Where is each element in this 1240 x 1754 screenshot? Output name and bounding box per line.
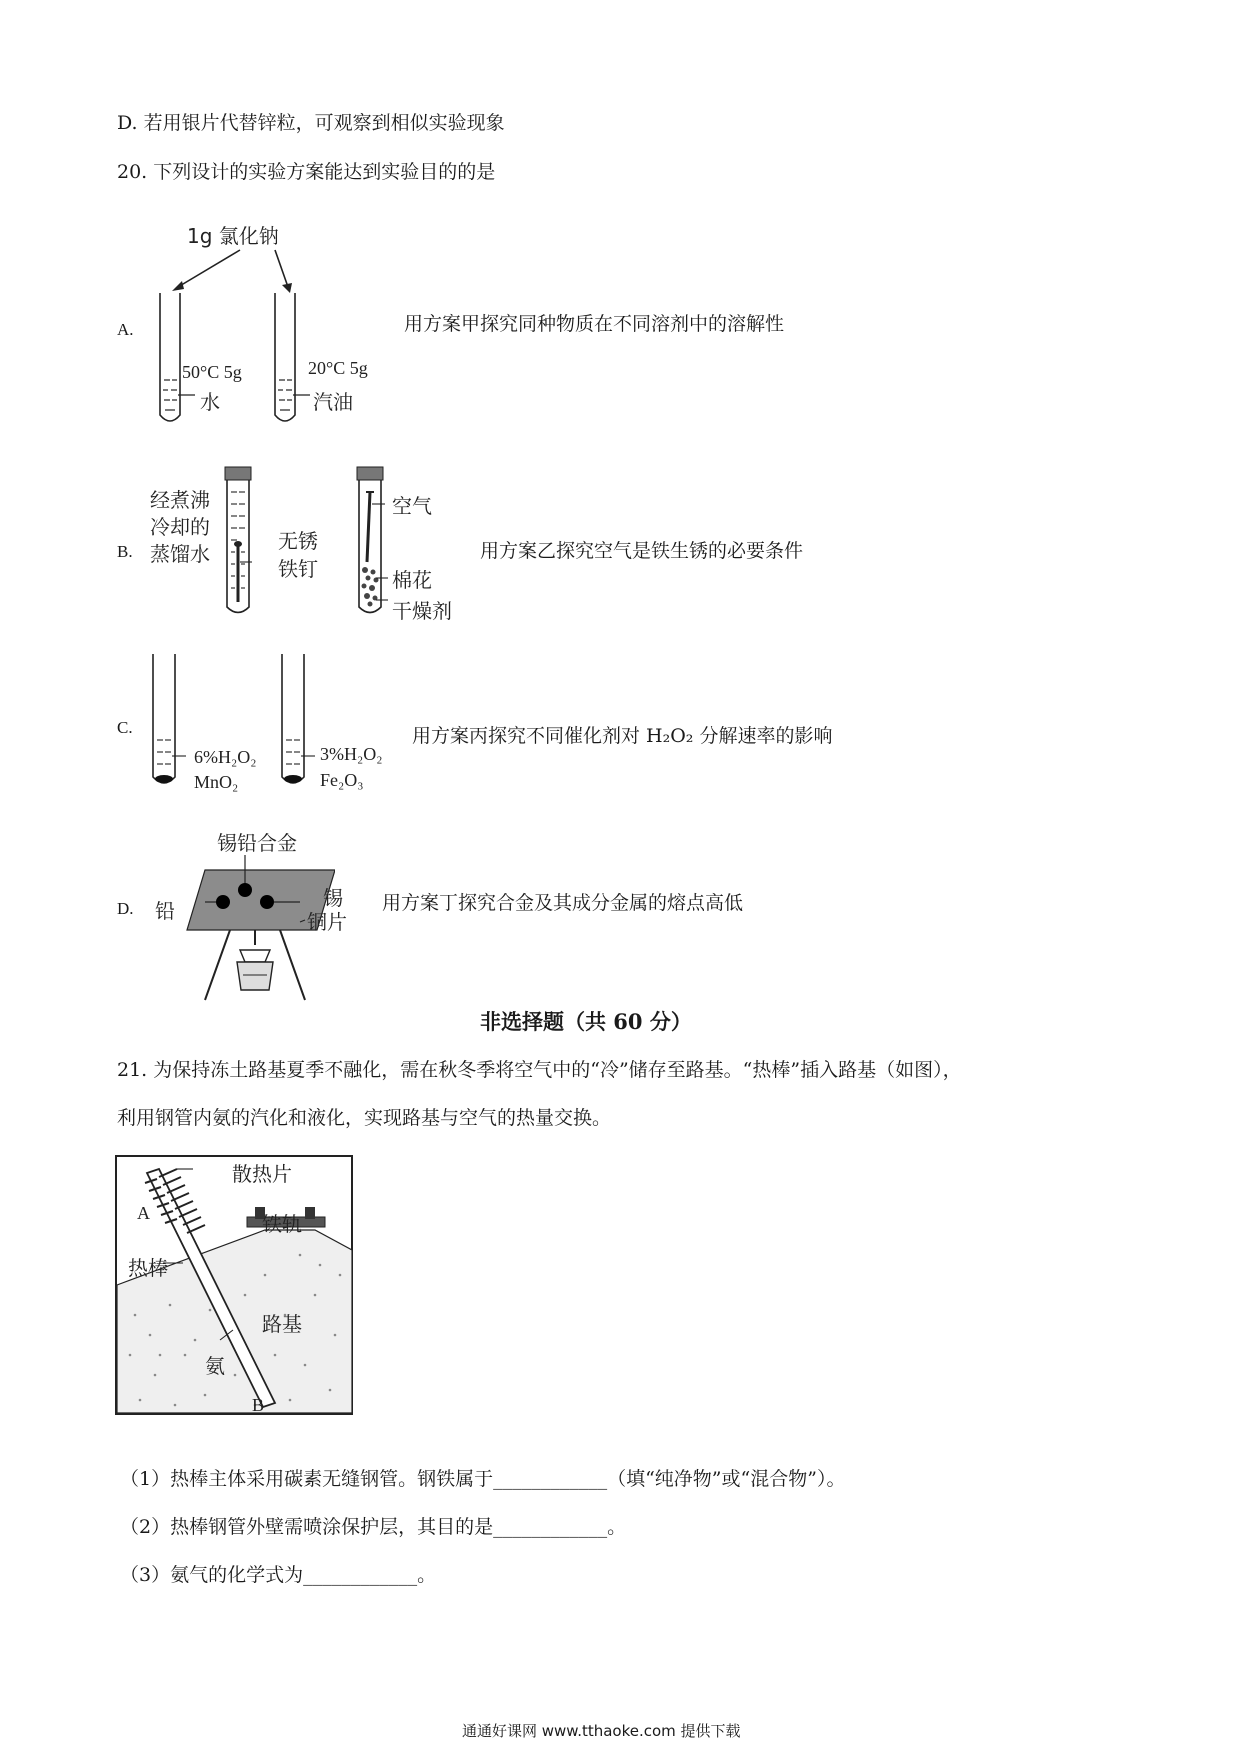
q20-option-a-letter: A. (117, 320, 134, 339)
arrow-left-head (172, 281, 184, 291)
arrow-right-head (282, 283, 292, 293)
q20-option-b-description: 用方案乙探究空气是铁生锈的必要条件 (480, 540, 804, 562)
scheme-c-diagram (148, 652, 318, 792)
q20-option-d-description: 用方案丁探究合金及其成分金属的熔点高低 (382, 892, 744, 914)
arrow-right-line (275, 250, 288, 287)
stopper-left (225, 467, 251, 480)
test-tube-right (275, 293, 295, 421)
fig-label-a: A (137, 1203, 150, 1223)
q20-a-left-cond: 50°C 5g (182, 362, 242, 382)
q20-option-c-letter: C. (117, 718, 133, 737)
prev-option-d: D. 若用银片代替锌粒，可观察到相似实验现象 (117, 112, 505, 134)
fig-label-b: B (252, 1395, 265, 1415)
q20-a-right-liquid: 汽油 (313, 390, 353, 414)
q20-a-label-top: 1g 氯化钠 (187, 224, 279, 248)
section-title: 非选择题（共 60 分） (480, 1009, 692, 1034)
q20-d-lead-label: 铅 (155, 899, 175, 923)
alcohol-lamp-wick (240, 950, 270, 962)
q20-b-water-label-2: 冷却的 (150, 515, 210, 539)
iron-nail-right (367, 492, 370, 562)
q20-b-air-label: 空气 (392, 494, 432, 518)
fig-label-fins: 散热片 (232, 1162, 292, 1186)
lead-dot (216, 895, 230, 909)
fig-label-rail: 铁轨 (262, 1212, 302, 1236)
q20-d-copper-label: 铜片 (307, 910, 347, 934)
q20-b-water-label-3: 蒸馏水 (150, 542, 210, 566)
liquid-gasoline (278, 380, 292, 410)
q20-a-right-cond: 20°C 5g (308, 358, 368, 378)
fig-label-roadbed: 路基 (262, 1312, 302, 1336)
test-tube-c-right (282, 654, 304, 783)
q21-sub-1: （1）热棒主体采用碳素无缝钢管。钢铁属于____________（填“纯净物”或“混合物”）。 (120, 1468, 846, 1490)
q20-option-a-description: 用方案甲探究同种物质在不同溶剂中的溶解性 (404, 313, 785, 335)
q20-b-desiccant-label: 干燥剂 (392, 599, 452, 623)
test-tube-left (160, 293, 180, 421)
q20-c-right-catalyst: Fe₂O₃ (320, 770, 364, 790)
nail-head-left (234, 541, 242, 547)
arrow-left-line (178, 250, 240, 287)
q20-d-tin-label: 锡 (323, 886, 343, 910)
cotton-and-desiccant (362, 567, 379, 607)
q20-b-cotton-label: 棉花 (392, 568, 432, 592)
liquid-water (163, 380, 177, 410)
stopper-right (357, 467, 383, 480)
footer-text: 通通好课网 www.tthaoke.com 提供下载 (462, 1722, 741, 1740)
heat-rod-figure (115, 1155, 355, 1417)
scheme-a-diagram (150, 245, 390, 435)
q20-c-right-solution: 3%H₂O₂ (320, 744, 383, 764)
q20-b-nail-label-1: 无锈 (278, 529, 318, 553)
q20-b-nail-label-2: 铁钉 (278, 557, 318, 581)
q21-stem-line-2: 利用钢管内氨的汽化和液化，实现路基与空气的热量交换。 (117, 1107, 612, 1129)
tin-dot (260, 895, 274, 909)
q21-stem-line-1: 21. 为保持冻土路基夏季不融化，需在秋冬季将空气中的“冷”储存至路基。“热棒”插入路基（如图）， (117, 1059, 962, 1081)
alcohol-lamp (237, 962, 273, 990)
fig-label-rod: 热棒 (128, 1256, 168, 1280)
q20-stem: 20. 下列设计的实验方案能达到实验目的的是 (117, 161, 496, 183)
q20-d-alloy-label: 锡铅合金 (217, 831, 297, 855)
catalyst-fe2o3 (284, 775, 302, 783)
test-tube-c-left (153, 654, 175, 783)
q20-b-water-label-1: 经煮沸 (150, 488, 210, 512)
q20-a-left-liquid: 水 (200, 390, 220, 414)
q21-sub-3: （3）氨气的化学式为____________。 (120, 1564, 437, 1586)
tripod-leg-left (205, 930, 230, 1000)
q21-sub-2: （2）热棒钢管外壁需喷涂保护层，其目的是____________。 (120, 1516, 627, 1538)
tripod-leg-right (280, 930, 305, 1000)
fig-label-ammonia: 氨 (205, 1354, 225, 1378)
q20-option-c-description: 用方案丙探究不同催化剂对 H₂O₂ 分解速率的影响 (412, 725, 833, 747)
catalyst-mno2 (155, 775, 173, 783)
q20-option-d-letter: D. (117, 899, 134, 918)
q20-c-left-solution: 6%H₂O₂ (194, 747, 257, 767)
q20-option-b-letter: B. (117, 542, 133, 561)
q20-c-left-catalyst: MnO₂ (194, 772, 239, 792)
alloy-dot (238, 883, 252, 897)
